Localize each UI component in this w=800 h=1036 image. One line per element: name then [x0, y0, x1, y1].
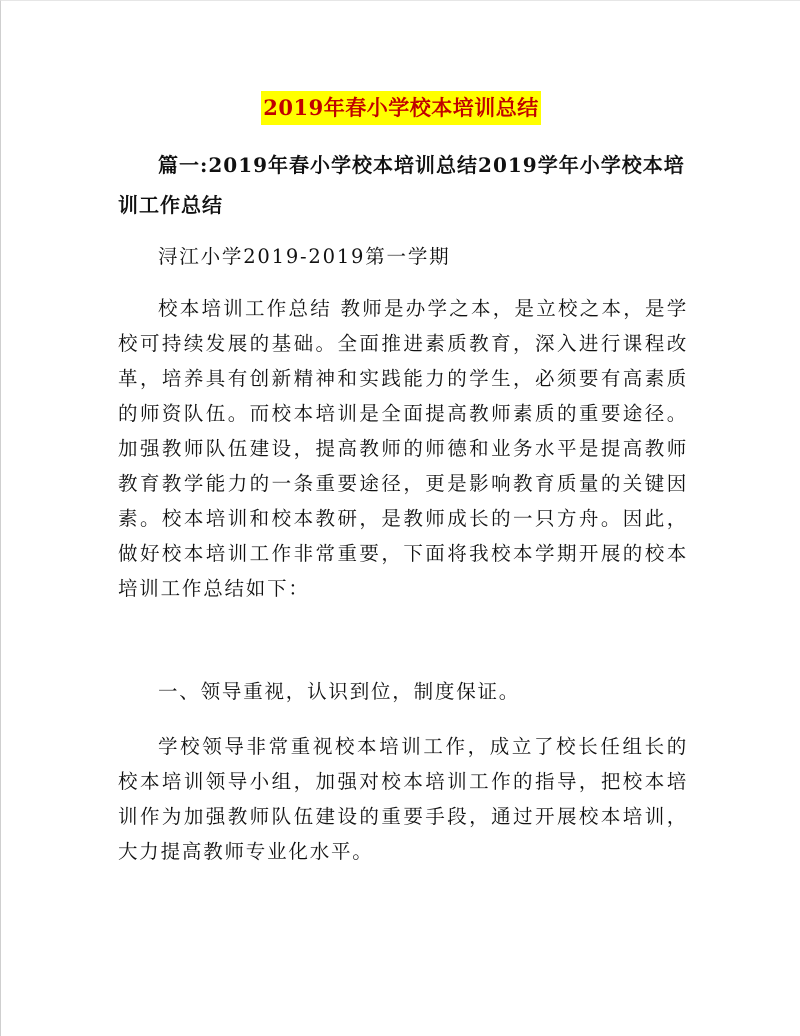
section-heading: 篇一:2019年春小学校本培训总结2019学年小学校本培训工作总结	[118, 153, 685, 217]
document-title: 2019年春小学校本培训总结	[261, 91, 540, 125]
body-paragraph: 学校领导非常重视校本培训工作，成立了校长任组长的校本培训领导小组，加强对校本培训工作的指导，把校本培训作为加强教师队伍建设的重要手段，通过开展校本培训，大力提高教师专业化水平。	[118, 735, 688, 863]
title-container	[1, 91, 800, 125]
school-term-line: 浔江小学2019-2019第一学期	[158, 245, 451, 268]
section-point-heading: 一、领导重视，认识到位，制度保证。	[158, 680, 521, 703]
body-paragraph: 校本培训工作总结 教师是办学之本，是立校之本，是学校可持续发展的基础。全面推进素质教育，深入进行课程改革，培养具有创新精神和实践能力的学生，必须要有高素质的师资队伍。而校本培训是全面提高教师素质的重要途径。加强教师队伍建设，提高教师的师德和业务水平是提高教师教育教学能力的一条重要途径，更是影响教育质量的关键因素。校本培训和校本教研，是教师成长的一只方舟。因此，做好校本培训工作非常重要，下面将我校本学期开展的校本培训工作总结如下：	[118, 297, 688, 600]
